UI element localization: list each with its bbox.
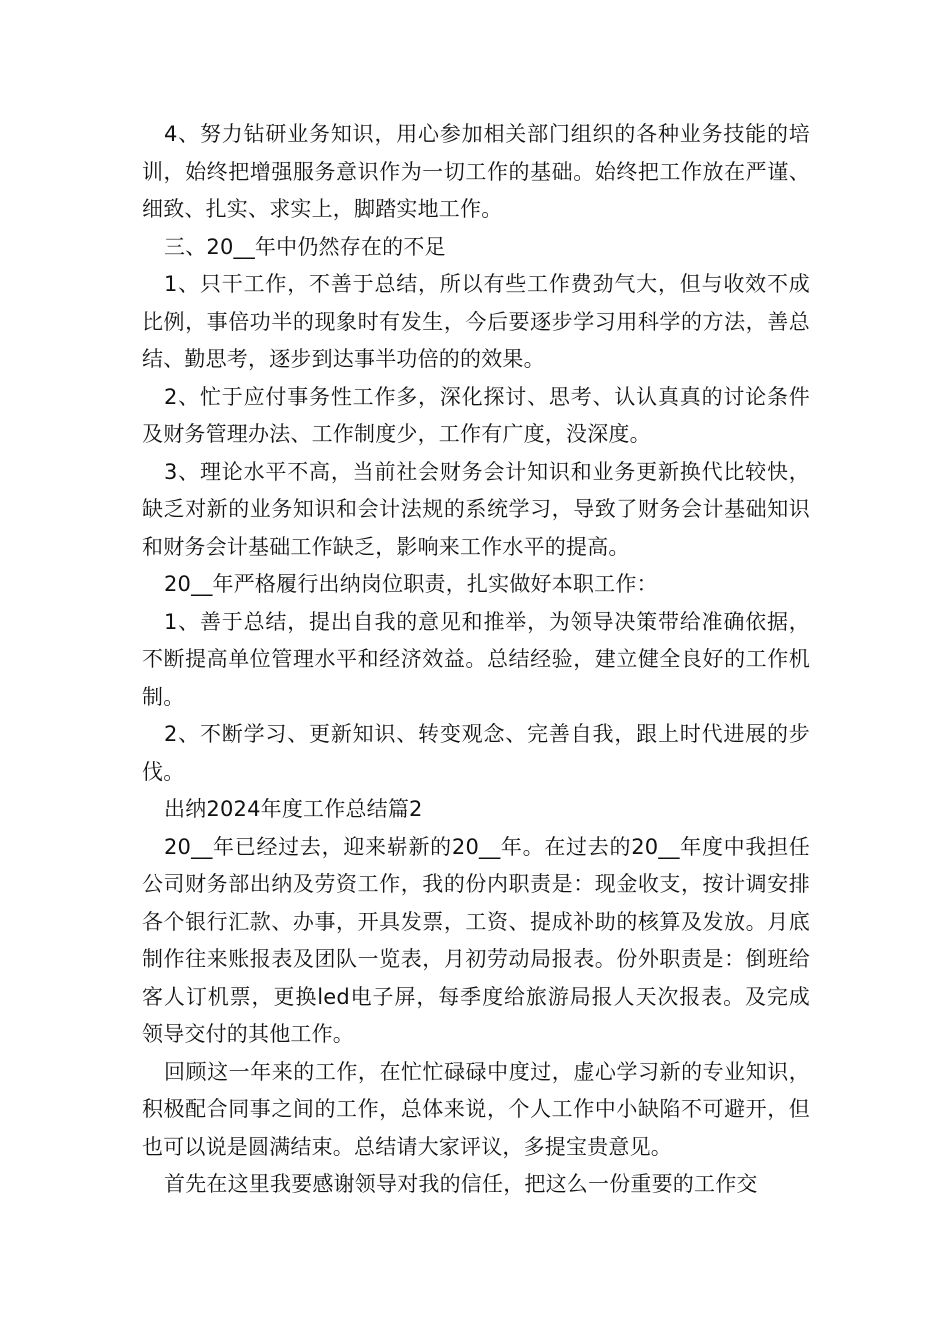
paragraph-plan-intro: 20__年严格履行出纳岗位职责，扎实做好本职工作： bbox=[164, 572, 658, 596]
paragraph-shortcoming-2: 2、忙于应付事务性工作多，深化探讨、思考、认认真真的讨论条件及财务管理办法、工作制度少，工作有广度，没深度。 bbox=[142, 384, 810, 446]
section-title-part-2: 出纳2024年度工作总结篇2 bbox=[164, 797, 423, 821]
paragraph-review: 回顾这一年来的工作，在忙忙碌碌中度过，虚心学习新的专业知识，积极配合同事之间的工作，总体来说，个人工作中小缺陷不可避开，但也可以说是圆满结束。总结请大家评议，多提宝贵意见。 bbox=[142, 1059, 810, 1159]
paragraph-thanks: 首先在这里我要感谢领导对我的信任，把这么一份重要的工作交 bbox=[164, 1172, 758, 1196]
paragraph-plan-1: 1、善于总结，提出自我的意见和推举，为领导决策带给准确依据，不断提高单位管理水平和经济效益。总结经验，建立健全良好的工作机制。 bbox=[142, 609, 810, 709]
paragraph-item-4: 4、努力钻研业务知识，用心参加相关部门组织的各种业务技能的培训，始终把增强服务意识作为一切工作的基础。始终把工作放在严谨、细致、扎实、求实上，脚踏实地工作。 bbox=[142, 122, 810, 221]
paragraph-shortcoming-3: 3、理论水平不高，当前社会财务会计知识和业务更新换代比较快，缺乏对新的业务知识和会计法规的系统学习，导致了财务会计基础知识和财务会计基础工作缺乏，影响来工作水平的提高。 bbox=[142, 459, 810, 559]
paragraph-plan-2: 2、不断学习、更新知识、转变观念、完善自我，跟上时代进展的步伐。 bbox=[142, 722, 810, 784]
paragraph-duties: 20__年已经过去，迎来崭新的20__年。在过去的20__年度中我担任公司财务部出纳及劳资工作，我的份内职责是：现金收支，按计调安排各个银行汇款、办事，开具发票，工资、提成补助的核算及发放。月底制作往来账报表及团队一览表，月初劳动局报表。份外职责是：倒班给客人订机票，更换led电子屏，每季度给旅游局报人天次报表。及完成领导交付的其他工作。 bbox=[142, 834, 810, 1046]
document-body bbox=[142, 116, 810, 1204]
section-heading-shortcomings: 三、20__年中仍然存在的不足 bbox=[164, 234, 446, 259]
paragraph-shortcoming-1: 1、只干工作，不善于总结，所以有些工作费劲气大，但与收效不成比例，事倍功半的现象时有发生，今后要逐步学习用科学的方法，善总结、勤思考，逐步到达事半功倍的的效果。 bbox=[142, 272, 810, 371]
